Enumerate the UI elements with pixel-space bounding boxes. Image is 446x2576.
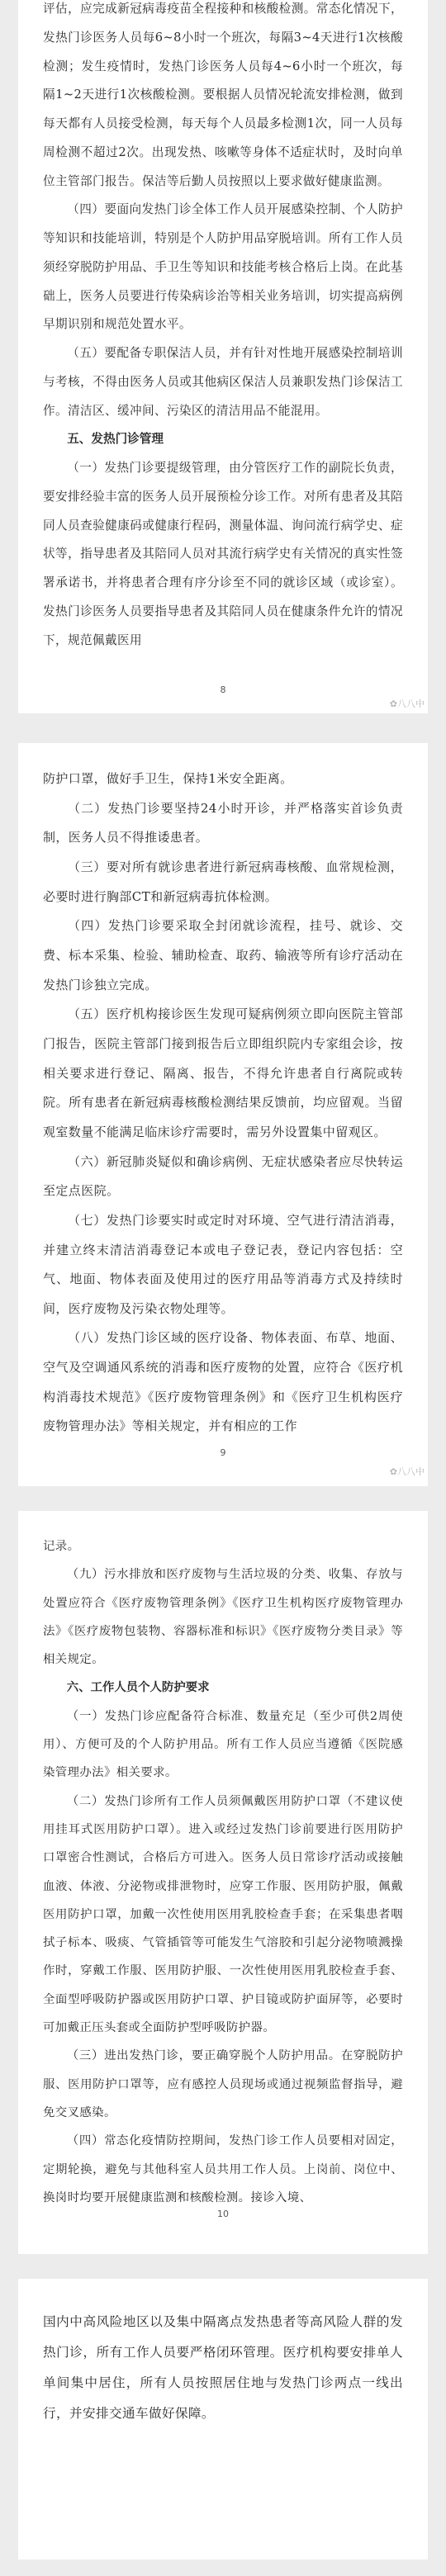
paragraph: （六）新冠肺炎疑似和确诊病例、无症状感染者应尽快转运至定点医院。 (43, 1153, 403, 1199)
paragraph: （二）发热门诊要坚持24小时开诊，并严格落实首诊负责制，医务人员不得推诿患者。 (43, 800, 403, 845)
page-9 (18, 743, 428, 1486)
paragraph: （四）要面向发热门诊全体工作人员开展感染控制、个人防护等知识和技能培训，特别是个人防护用品穿脱培训。所有工作人员须经穿脱防护用品、手卫生等知识和技能考核合格后上岗。在此基础上，医务人员要进行传染病诊治等相关业务培训，切实提高病例早期识别和规范处置水平。 (43, 202, 403, 332)
paragraph: 防护口罩，做好手卫生，保持1米安全距离。 (43, 771, 293, 786)
paragraph: （八）发热门诊区域的医疗设备、物体表面、布草、地面、空气及空调通风系统的消毒和医疗废物的处置，应符合《医疗机构消毒技术规范》《医疗废物管理条例》和《医疗卫生机构医疗废物管理办法》等相关规定，并有相应的工作 (43, 1330, 403, 1434)
paragraph: （三）要对所有就诊患者进行新冠病毒核酸、血常规检测，必要时进行胸部CT和新冠病毒抗体检测。 (43, 859, 403, 904)
paragraph: （三）进出发热门诊，要正确穿脱个人防护用品。在穿脱防护服、医用防护口罩等，应有感控人员现场或通过视频监督指导，避免交叉感染。 (43, 2049, 403, 2119)
section-heading: 五、发热门诊管理 (67, 432, 164, 447)
page-11 (18, 2279, 428, 2559)
paragraph: （四）常态化疫情防控期间，发热门诊工作人员要相对固定，定期轮换，避免与其他科室人员共用工作人员。上岗前、岗位中、换岗时均要开展健康监测和核酸检测。接诊入境、 (43, 2134, 403, 2204)
paragraph: （二）发热门诊所有工作人员须佩戴医用防护口罩（不建议使用挂耳式医用防护口罩）。进入或经过发热门诊前要进行医用防护口罩密合性测试，合格后方可进入。医务人员日常诊疗活动或接触血液、体液、分泌物或排泄物时，应穿工作服、医用防护服，佩戴医用防护口罩，加戴一次性使用医用乳胶检查手套；在采集患者咽拭子标本、吸痰、气管插管等可能发生气溶胶和引起分泌物喷溅操作时，穿戴工作服、医用防护服、一次性使用医用乳胶检查手套、全面型呼吸防护器或医用防护口罩、护目镜或防护面屏等，必要时可加戴正压头套或全面防护型呼吸防护器。 (43, 1794, 403, 2035)
page-number: 10 (217, 2209, 229, 2219)
paragraph: （五）要配备专职保洁人员，并有针对性地开展感染控制培训与考核，不得由医务人员或其他病区保洁人员兼职发热门诊保洁工作。清洁区、缓冲间、污染区的清洁用品不能混用。 (43, 346, 403, 418)
watermark: ✿八八中 (389, 1466, 425, 1477)
watermark: ✿八八中 (389, 698, 425, 709)
paragraph: 记录。 (43, 1540, 80, 1553)
paragraph: （一）发热门诊应配备符合标准、数量充足（至少可供2周使用）、方便可及的个人防护用品。所有工作人员应当遵循《医院感染管理办法》相关要求。 (43, 1709, 403, 1780)
paragraph: 评估，应完成新冠病毒疫苗全程接种和核酸检测。常态化情况下，发热门诊医务人员每6~8小时一个班次，每隔3~4天进行1次核酸检测；发生疫情时，发热门诊医务人员每4~6小时一个班次，每隔1~2天进行1次核酸检测。要根据人员情况轮流安排检测，做到每天都有人员接受检测，每天每个人员最多检测1次，同一人员每周检测不超过2次。出现发热、咳嗽等身体不适症状时，及时向单位主管部门报告。保洁等后勤人员按照以上要求做好健康监测。 (43, 2, 403, 188)
page-10 (18, 1511, 428, 2254)
paragraph: （九）污水排放和医疗废物与生活垃圾的分类、收集、存放与处置应符合《医疗废物管理条例》《医疗卫生机构医疗废物管理办法》《医疗废物包装物、容器标准和标识》《医疗废物分类目录》等相关规定。 (43, 1568, 403, 1667)
page-8 (18, 0, 428, 713)
paragraph: （四）发热门诊要采取全封闭就诊流程，挂号、就诊、交费、标本采集、检验、辅助检查、取药、输液等所有诊疗活动在发热门诊独立完成。 (43, 918, 403, 992)
page-number: 9 (220, 1447, 226, 1458)
page-number: 8 (220, 684, 226, 695)
paragraph: （五）医疗机构接诊医生发现可疑病例须立即向医院主管部门报告，医院主管部门接到报告后立即组织院内专家组会诊，按相关要求进行登记、隔离、报告，不得允许患者自行离院或转院。所有患者在新冠病毒核酸检测结果反馈前，均应留观。当留观室数量不能满足临床诊疗需要时，需另外设置集中留观区。 (43, 1006, 403, 1139)
section-heading: 六、工作人员个人防护要求 (66, 1681, 210, 1695)
paragraph: 国内中高风险地区以及集中隔离点发热患者等高风险人群的发热门诊，所有工作人员要严格闭环管理。医疗机构要安排单人单间集中居住，所有人员按照居住地与发热门诊两点一线出行，并安排交通车做好保障。 (43, 2314, 403, 2421)
paragraph: （七）发热门诊要实时或定时对环境、空气进行清洁消毒，并建立终末清洁消毒登记本或电子登记表，登记内容包括：空气、地面、物体表面及使用过的医疗用品等消毒方式及持续时间，医疗废物及污染衣物处理等。 (43, 1212, 403, 1316)
paragraph: （一）发热门诊要提级管理，由分管医疗工作的副院长负责，要安排经验丰富的医务人员开展预检分诊工作。对所有患者及其陪同人员查验健康码或健康行程码，测量体温、询问流行病学史、症状等，指导患者及其陪同人员对其流行病学史有关情况的真实性签署承诺书，并将患者合理有序分诊至不同的就诊区域（或诊室）。发热门诊医务人员要指导患者及其陪同人员在健康条件允许的情况下，规范佩戴医用 (43, 461, 403, 647)
